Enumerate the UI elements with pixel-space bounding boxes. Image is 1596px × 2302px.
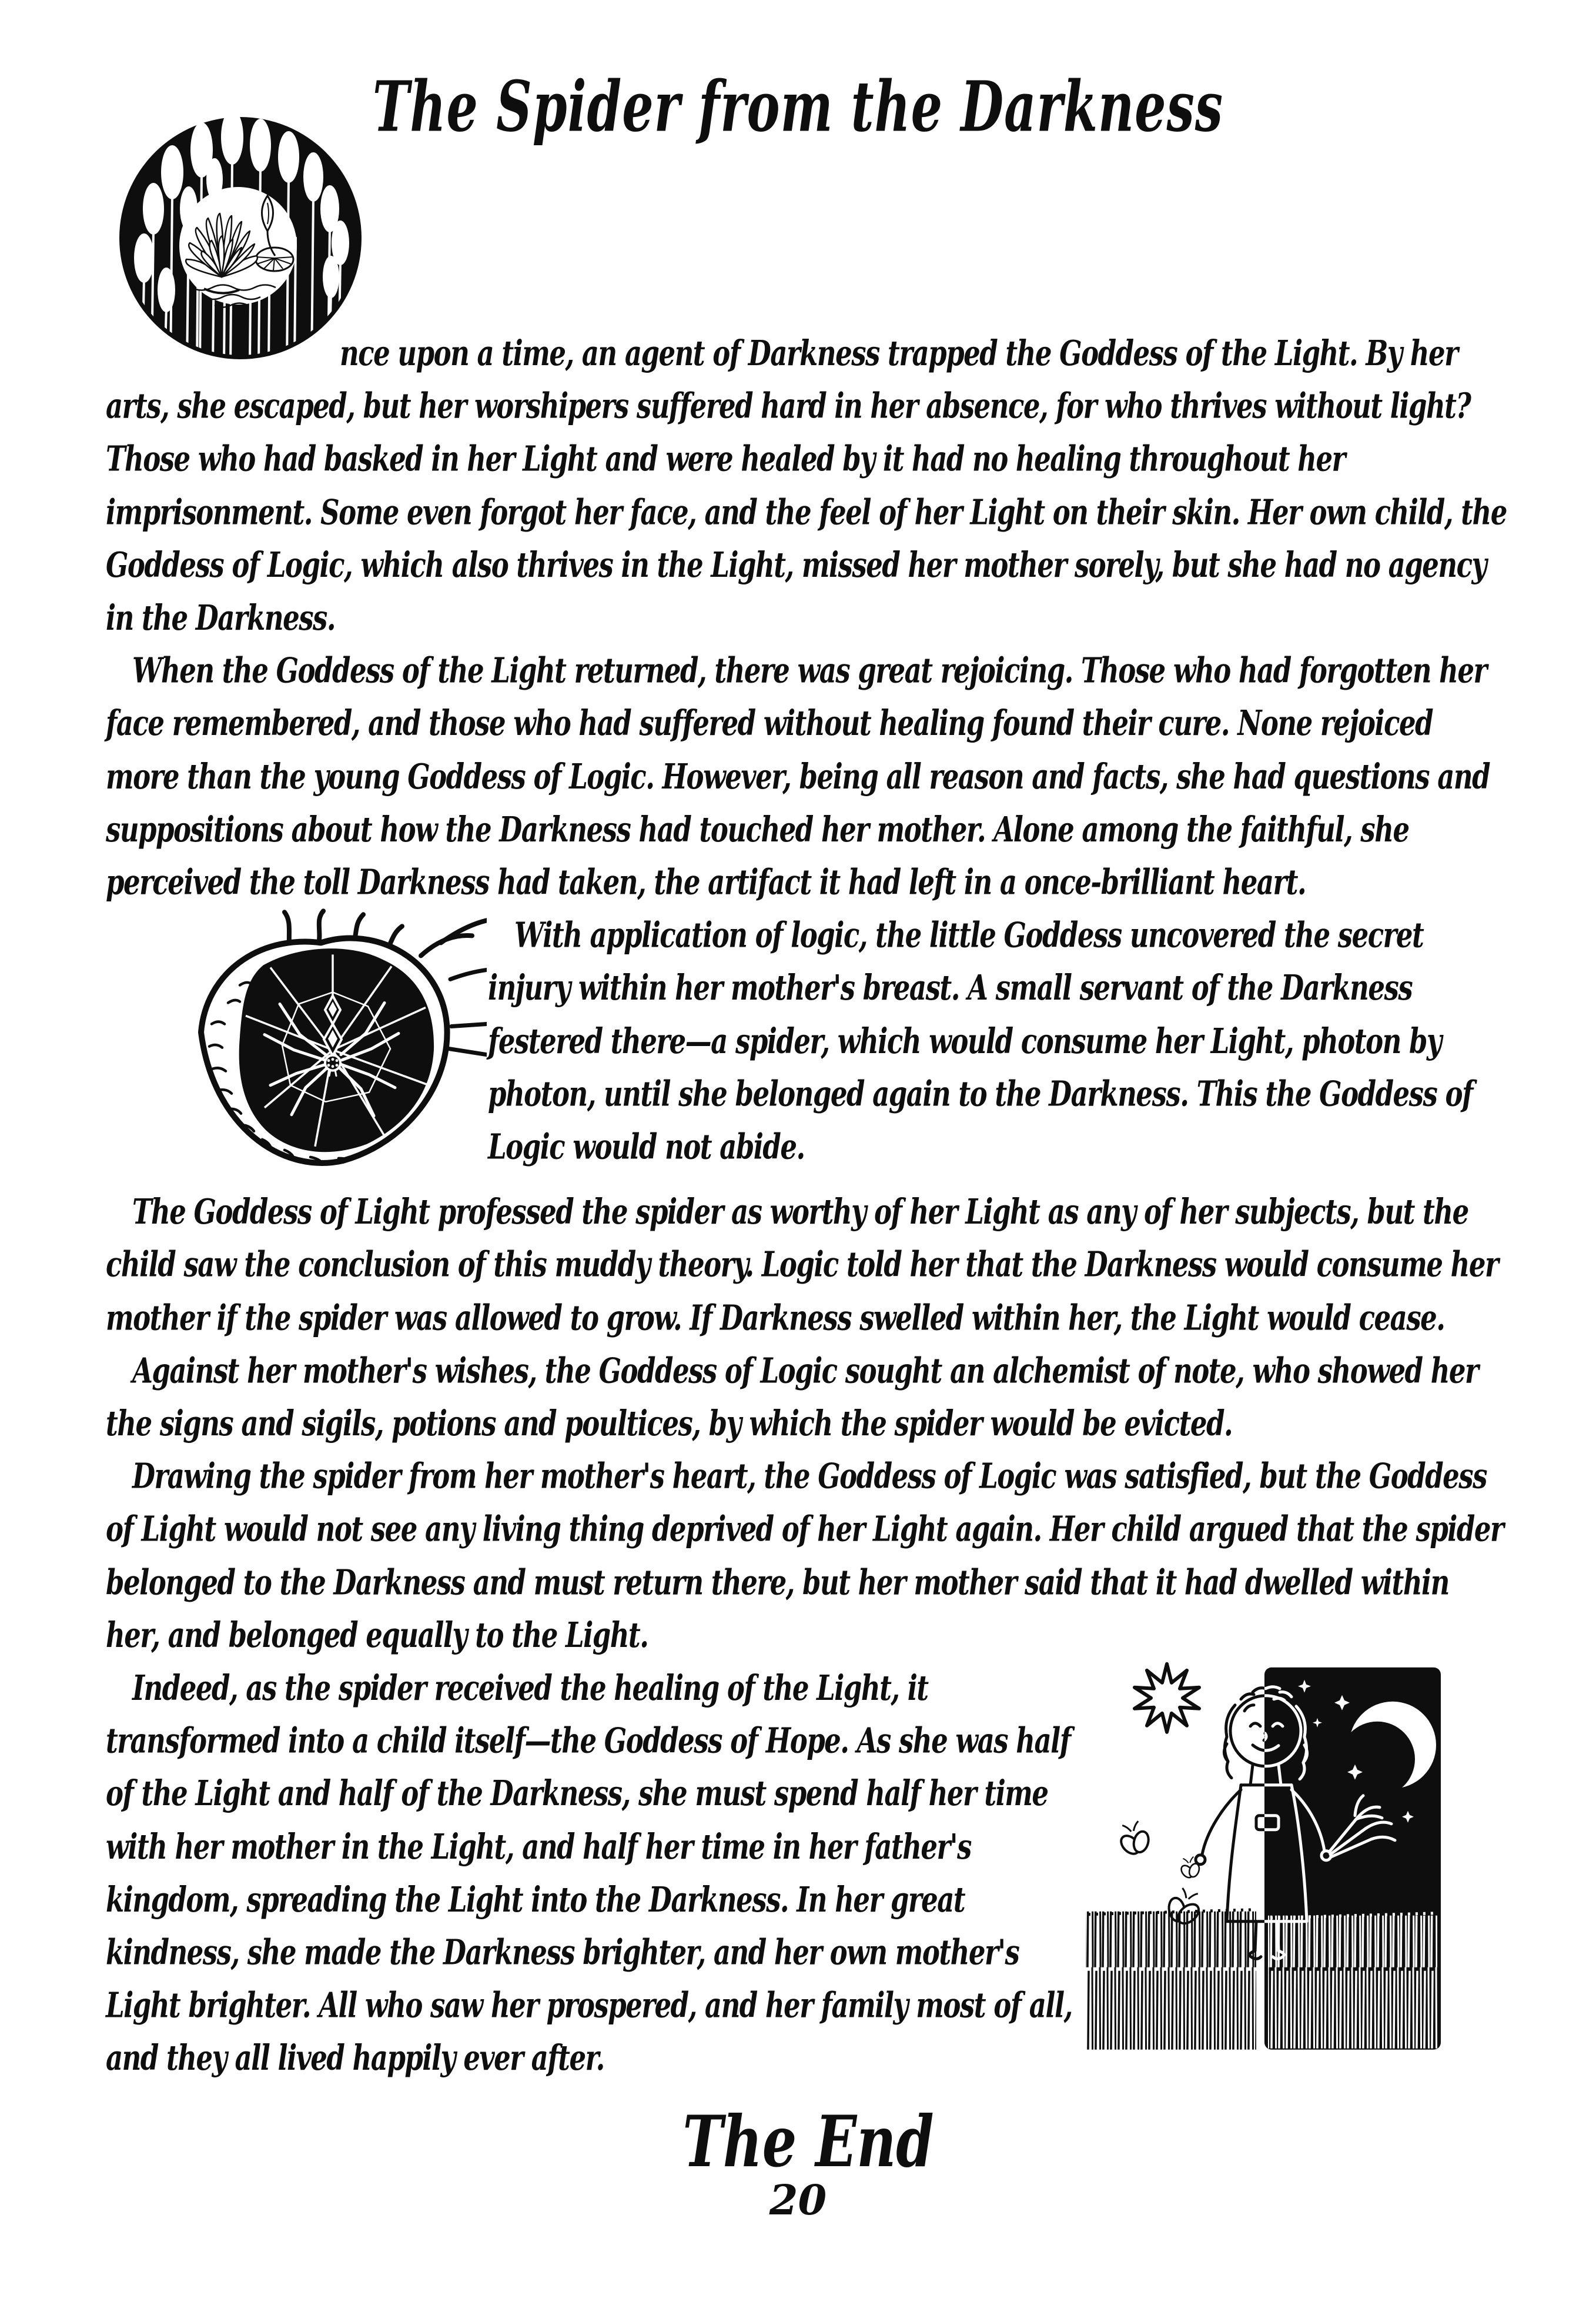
goddess-of-hope-day-night-icon (1079, 1662, 1511, 2062)
page-number: 20 (769, 2176, 827, 2224)
spider-in-heart-icon (175, 909, 487, 1186)
day-night-illustration (1079, 1662, 1511, 2062)
story-paragraph: With application of logic, the little Goddess uncovered the secret injury within her mother's breast. A small servant of the Darkness festered there—a spider, which would consume her Light, photon by photon, until she belonged again to the Darkness. This the Goddess of Logic would not abide. (488, 915, 1473, 1167)
story-paragraph: nce upon a time, an agent of Darkness trapped the Goddess of the Light. By her arts, she escaped, but her worshipers suffered hard in her absence, for who thrives without light? Those who had basked in her Light and were healed by it had no healing throughout her imprisonment. Some even forgot her face, and the feel of her Light on their skin. Her own child, the Goddess of Logic, which also thrives in the Light, missed her mother sorely, but she had no agency in the Darkness. (106, 333, 1507, 639)
story-text (106, 327, 1511, 2187)
lily-pad (256, 248, 293, 271)
the-end-label: The End (682, 2100, 934, 2183)
heart-illustration (106, 909, 488, 1186)
story-paragraph: Indeed, as the spider received the healing of the Light, it transformed into a child itself—the Goddess of Hope. As she was half of the Light and half of the Darkness, she must spend half her time with her mother in the Light, and half her time in her father's kingdom, spreading the Light into the Darkness. In her great kindness, she made the Darkness brighter, and her own mother's Light brighter. All who saw her prospered, and her family most of all, and they all lived happily ever after. (106, 1668, 1072, 2079)
sun-icon (1135, 1664, 1199, 1732)
story-paragraph: The Goddess of Light professed the spider as worthy of her Light as any of her subjects, but the child saw the conclusion of this muddy theory. Logic told her that the Darkness would consume her mother if the spider was allowed to grow. If Darkness swelled within her, the Light would cease. (106, 1191, 1498, 1338)
story-paragraph: Drawing the spider from her mother's heart, the Goddess of Logic was satisfied, but the Goddess of Light would not see any living thing deprived of her Light again. Her child argued that the spider belonged to the Darkness and must return there, but her mother said that it had dwelled within her, and belonged equally to the Light. (106, 1456, 1504, 1656)
night-grass (1268, 1916, 1437, 2049)
day-grass (1086, 1912, 1256, 2050)
story-paragraph: Against her mother's wishes, the Goddess of Logic sought an alchemist of note, who showed her the signs and sigils, potions and poultices, by which the spider would be evicted. (106, 1350, 1478, 1444)
story-paragraph: When the Goddess of the Light returned, there was great rejoicing. Those who had forgotten her face remembered, and those who had suffered without healing found their cure. None rejoiced more than the young Goddess of Logic. However, being all reason and facts, she had questions and suppositions about how the Darkness had touched her mother. Alone among the faithful, she perceived the toll Darkness had taken, the artifact it had left in a once-brilliant heart. (106, 650, 1490, 903)
page-title: The Spider from the Darkness (372, 66, 1224, 148)
